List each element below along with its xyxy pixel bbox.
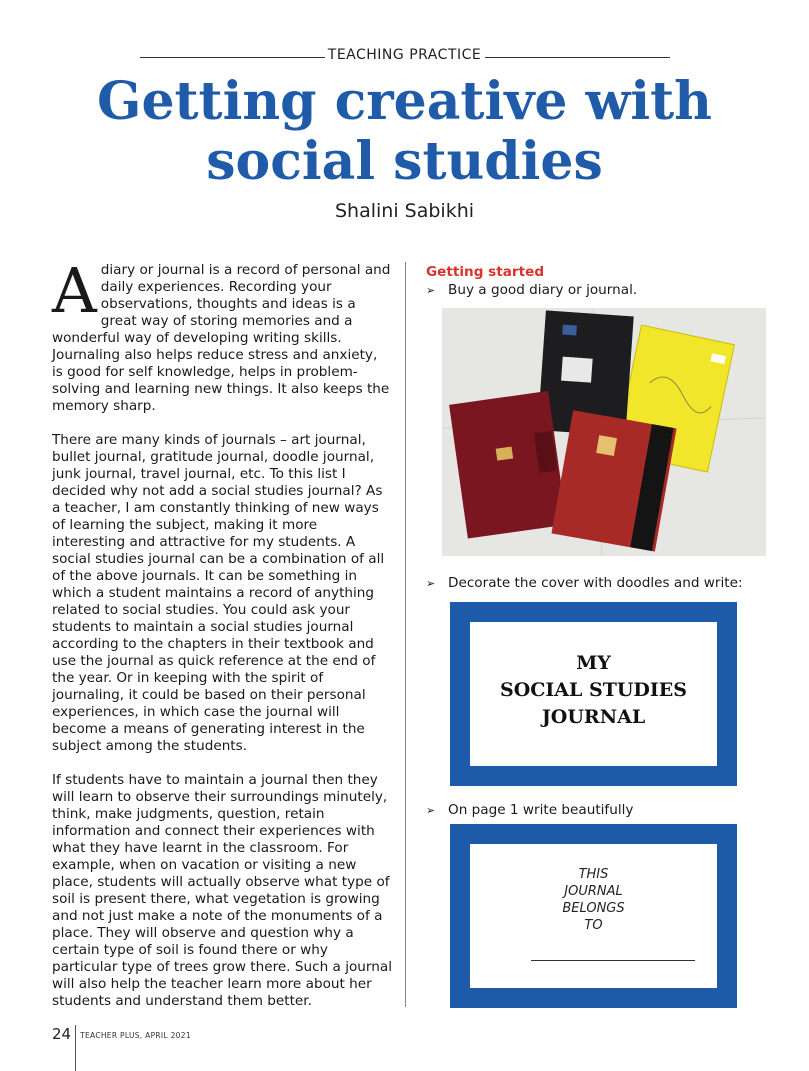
paragraph-1-text: diary or journal is a record of personal and daily experiences. Recording your observations, thoughts and ideas is a great way of storing memories and a wonderful way of developing writing skills. Journaling also helps reduce stress and anxiety, is good for self knowledge, helps in problem-solving and learning new things. It also keeps the memory sharp. (52, 262, 391, 414)
arrow-bullet-icon: ➢ (426, 284, 436, 297)
title-line-2: social studies (206, 131, 603, 192)
column-divider (405, 262, 406, 1007)
belongs-line-1: THIS (578, 867, 609, 882)
journal-page-panel (470, 844, 717, 988)
journals-illustration (442, 308, 766, 556)
cover-line-3: JOURNAL (541, 706, 646, 728)
arrow-bullet-icon: ➢ (426, 577, 436, 590)
page-number: 24 (52, 1025, 72, 1043)
drop-cap: A (52, 254, 97, 327)
footer-divider (75, 1025, 76, 1071)
journals-photo (442, 308, 766, 556)
list-item-text: Decorate the cover with doodles and write: (448, 575, 743, 591)
belongs-line-2: JOURNAL (564, 884, 623, 899)
title-line-1: Getting creative with (97, 71, 712, 132)
list-item-page-one (426, 802, 633, 819)
journal-cover-panel (470, 622, 717, 766)
paragraph-3: If students have to maintain a journal then they will learn to observe their surroundings minutely, think, make judgments, question, retain information and connect their experiences with what they have learnt in the classroom. For example, when on vacation or visiting a new place, students will actually observe what type of soil is present there, what vegetation is growing and not just make a note of the monuments of a place. They will observe and question why a certain type of soil is found there or why particular type of trees grow there. Such a journal will also help the teacher learn more about her students and understand them better. (52, 772, 392, 1009)
arrow-bullet-icon: ➢ (426, 804, 436, 817)
list-item-text: Buy a good diary or journal. (448, 282, 638, 298)
list-item-buy-diary (426, 282, 637, 299)
belongs-to-text (470, 866, 717, 934)
belongs-line-4: TO (584, 918, 603, 933)
list-item-decorate-cover (426, 575, 743, 592)
author-name: Shalini Sabikhi (334, 200, 475, 222)
article-title (0, 72, 809, 192)
header-rule-right (485, 57, 670, 58)
section-label: TEACHING PRACTICE (327, 47, 482, 63)
magazine-issue: TEACHER PLUS, APRIL 2021 (80, 1031, 191, 1040)
page-footer (52, 1025, 191, 1071)
paragraph-1 (52, 254, 392, 415)
left-column (52, 254, 392, 1027)
list-item-text: On page 1 write beautifully (448, 802, 634, 818)
journal-page-frame (450, 824, 737, 1008)
belongs-line-3: BELONGS (562, 901, 625, 916)
paragraph-2: There are many kinds of journals – art journal, bullet journal, gratitude journal, doodle journal, junk journal, travel journal, etc. To this list I decided why not add a social studies journal? As a teacher, I am constantly thinking of new ways of learning the subject, making it more interesting and attractive for my students. A social studies journal can be a combination of all of the above journals. It can be something in which a student maintains a record of anything related to social studies. You could ask your students to maintain a social studies journal according to the chapters in their textbook and use the journal as quick reference at the end of the year. Or in keeping with the spirit of journaling, it could be based on their personal experiences, in which case the journal will become a means of generating interest in the subject among the students. (52, 432, 385, 754)
journal-cover-frame (450, 602, 737, 786)
name-signature-line (531, 960, 695, 961)
cover-line-1: MY (576, 652, 611, 674)
cover-line-2: SOCIAL STUDIES (500, 679, 687, 701)
journal-cover-text (470, 650, 717, 731)
subheading-getting-started: Getting started (426, 264, 545, 280)
